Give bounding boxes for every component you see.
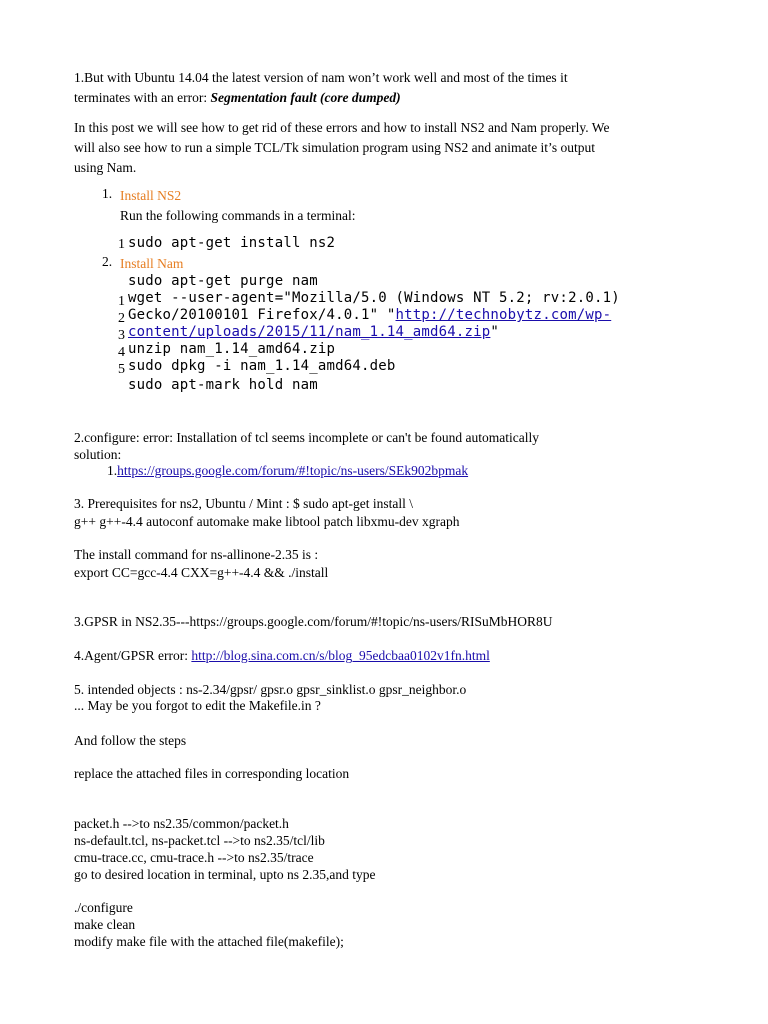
step1-description: Run the following commands in a terminal: — [120, 208, 356, 223]
makefile-hint: ... May be you forgot to edit the Makefile.in ? — [74, 698, 321, 713]
code-dpkg: sudo dpkg -i nam_1.14_amd64.deb — [128, 358, 396, 374]
configure-error-line: 2.configure: error: Installation of tcl seems incomplete or can't be found automatically — [74, 430, 540, 445]
cmd-make-clean: make clean — [74, 917, 136, 932]
file-mapping-1: packet.h -->to ns2.35/common/packet.h — [74, 816, 289, 831]
nam-download-link[interactable]: http://technobytz.com/wp- — [395, 307, 612, 323]
para2-line3: using Nam. — [74, 160, 137, 175]
code-line-number: 1 — [118, 294, 125, 309]
agent-gpsr-error-text: 4.Agent/GPSR error: — [74, 648, 192, 663]
code-line-number: 2 — [118, 311, 125, 326]
error-message: Segmentation fault (core dumped) — [210, 90, 401, 105]
code-wget-line3-quote: " — [490, 324, 500, 340]
para2-line1: In this post we will see how to get rid of these errors and how to install NS2 and Nam properly. We — [74, 120, 610, 135]
solution-item-number: 1. — [107, 463, 118, 478]
gpsr-line: 3.GPSR in NS2.35---https://groups.google.com/forum/#!topic/ns-users/RISuMbHOR8U — [74, 614, 553, 629]
install-command-label: The install command for ns-allinone-2.35 is : — [74, 547, 319, 562]
solution-label: solution: — [74, 447, 122, 462]
step1-number: 1. — [102, 186, 113, 201]
replace-files: replace the attached files in corresponding location — [74, 766, 350, 781]
step2-title: Install Nam — [120, 256, 184, 271]
sina-blog-link[interactable]: http://blog.sina.com.cn/s/blog_95edcbaa0102v1fn.html — [191, 648, 490, 663]
para2-line2: will also see how to run a simple TCL/Tk simulation program using NS2 and animate it’s output — [74, 140, 595, 155]
follow-steps: And follow the steps — [74, 733, 187, 748]
code-install-ns2: sudo apt-get install ns2 — [128, 235, 336, 251]
code-purge-nam: sudo apt-get purge nam — [128, 273, 318, 289]
para1-line2 — [74, 88, 401, 108]
code-line-number: 5 — [118, 362, 125, 377]
step1-title: Install NS2 — [120, 188, 182, 203]
prereq-line1: 3. Prerequisites for ns2, Ubuntu / Mint : $ sudo apt-get install \ — [74, 496, 413, 511]
agent-gpsr-error — [74, 646, 490, 666]
solution-item — [107, 461, 468, 481]
file-mapping-2: ns-default.tcl, ns-packet.tcl -->to ns2.35/tcl/lib — [74, 833, 325, 848]
code-wget-line3 — [128, 324, 499, 341]
para1-line2-text: terminates with an error: — [74, 90, 211, 105]
nam-download-link-cont[interactable]: content/uploads/2015/11/nam_1.14_amd64.zip — [128, 324, 491, 340]
intended-objects-line: 5. intended objects : ns-2.34/gpsr/ gpsr.o gpsr_sinklist.o gpsr_neighbor.o — [74, 682, 467, 697]
prereq-line2: g++ g++-4.4 autoconf automake make libtool patch libxmu-dev xgraph — [74, 514, 460, 529]
code-wget-line2 — [128, 307, 611, 324]
google-groups-link-1[interactable]: https://groups.google.com/forum/#!topic/ns-users/SEk902bpmak — [117, 463, 469, 478]
para1-line1: 1.But with Ubuntu 14.04 the latest version of nam won’t work well and most of the times it — [74, 70, 568, 85]
goto-location: go to desired location in terminal, upto ns 2.35,and type — [74, 867, 376, 882]
code-line-number: 3 — [118, 328, 125, 343]
cmd-configure: ./configure — [74, 900, 133, 915]
file-mapping-3: cmu-trace.cc, cmu-trace.h -->to ns2.35/trace — [74, 850, 314, 865]
code-wget-line1: wget --user-agent="Mozilla/5.0 (Windows NT 5.2; rv:2.0.1) — [128, 290, 620, 306]
code-line-number: 1 — [118, 237, 125, 252]
code-unzip: unzip nam_1.14_amd64.zip — [128, 341, 336, 357]
step2-number: 2. — [102, 254, 113, 269]
modify-makefile: modify make file with the attached file(makefile); — [74, 934, 344, 949]
code-line-number: 4 — [118, 345, 125, 360]
install-command: export CC=gcc-4.4 CXX=g++-4.4 && ./install — [74, 565, 329, 580]
code-apt-mark: sudo apt-mark hold nam — [128, 377, 318, 393]
code-wget-line2-text: Gecko/20100101 Firefox/4.0.1" " — [128, 307, 396, 323]
